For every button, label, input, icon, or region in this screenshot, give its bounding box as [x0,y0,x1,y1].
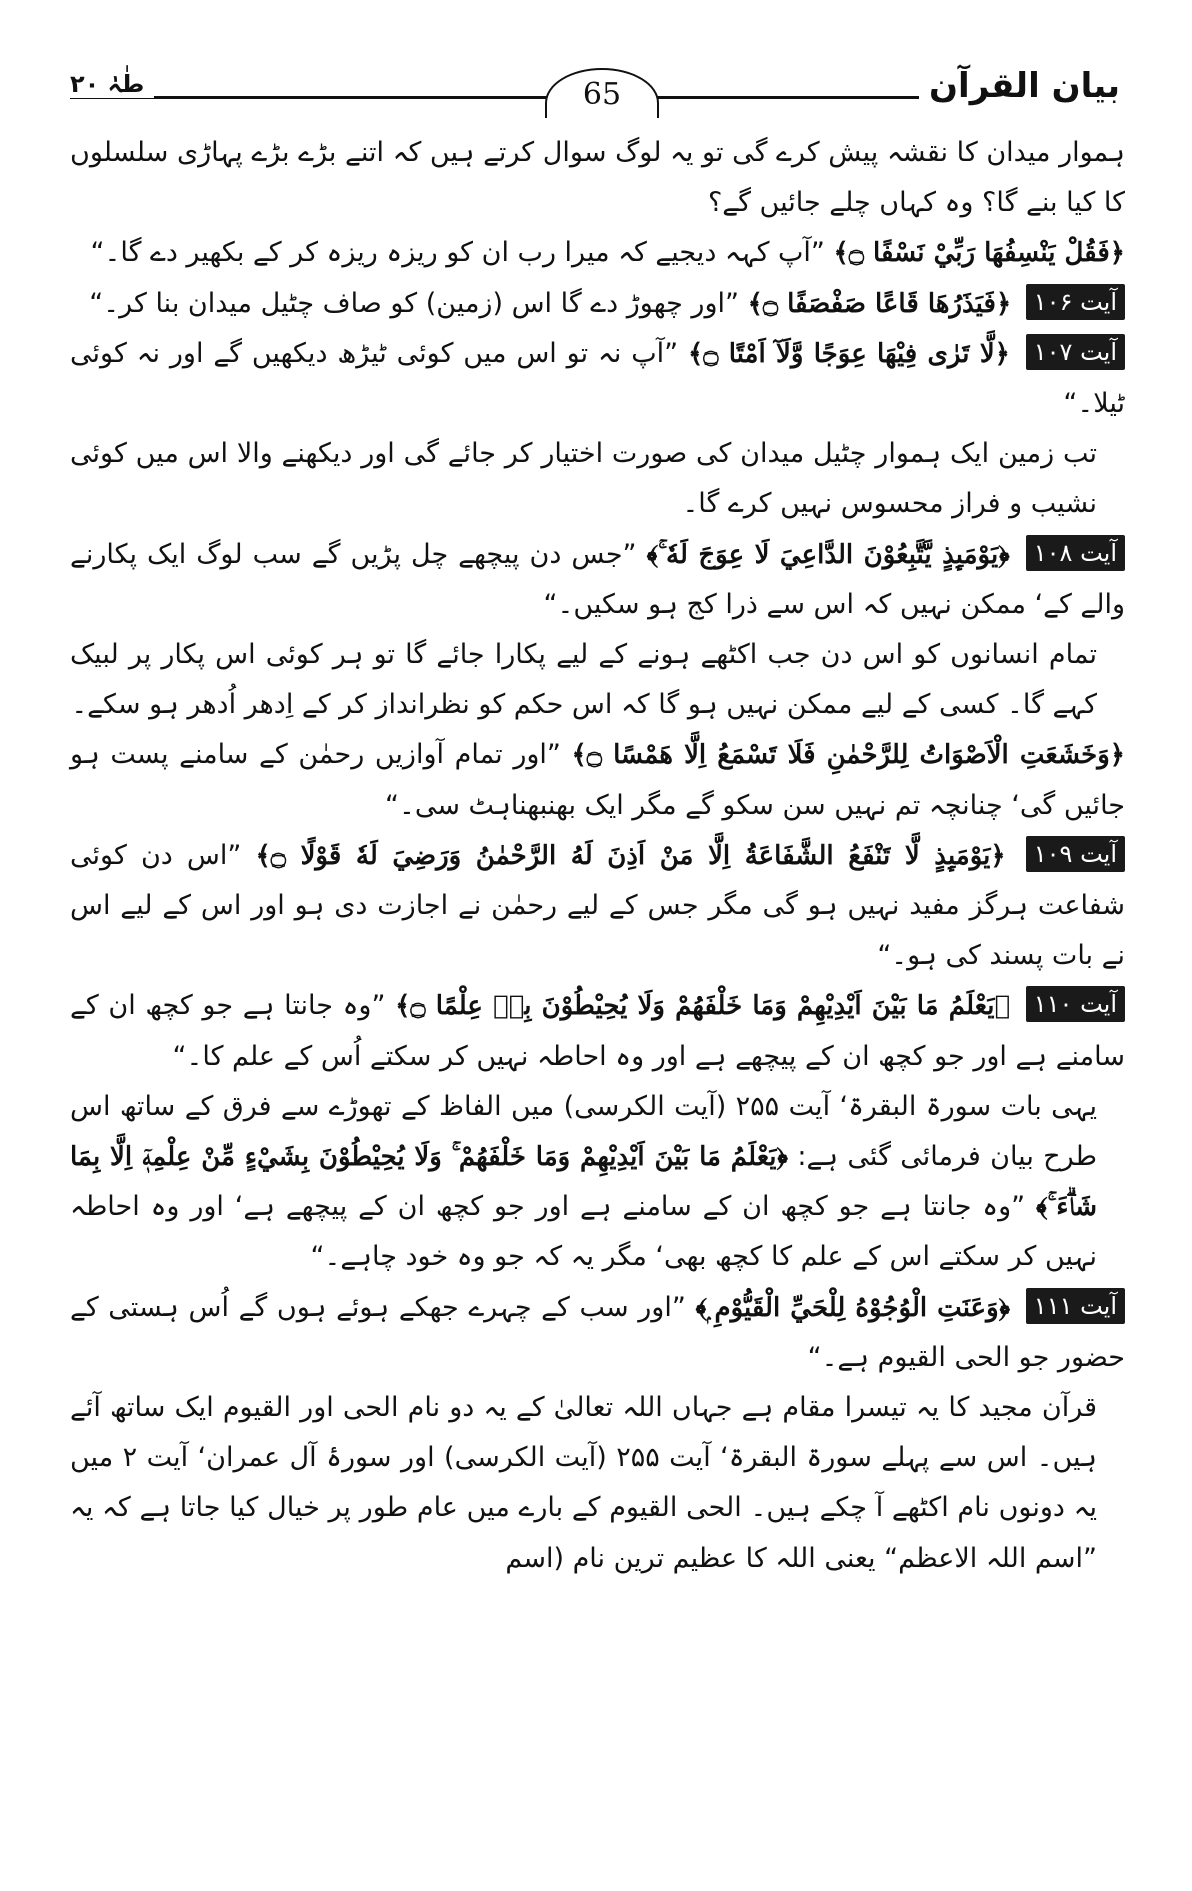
verse-badge: آیت ۱۰۷ [1026,334,1125,370]
verse-107 [70,329,1125,429]
arabic-verse: ﴿يَعْلَمُ مَا بَيْنَ اَيْدِيْهِمْ وَمَا خَلْفَهُمْ وَلَا يُحِيْطُوْنَ بِهٖ عِلْمًا ۝﴾ [395,991,1011,1022]
arabic-verse: ﴿فَيَذَرُهَا قَاعًا صَفْصَفًا ۝﴾ [747,288,1012,319]
verse-translation: ”آپ کہہ دیجیے کہ میرا رب ان کو ریزہ ریزہ کر کے بکھیر دے گا۔“ [90,237,825,269]
arabic-verse: ﴿وَخَشَعَتِ الْاَصْوَاتُ لِلرَّحْمٰنِ فَلَا تَسْمَعُ اِلَّا هَمْسًا ۝﴾ [571,740,1125,771]
verse-badge: آیت ۱۱۰ [1026,986,1125,1022]
verse-translation: ”جس دن پیچھے چل پڑیں گے سب لوگ ایک پکارنے والے کے‘ ممکن نہیں کہ اس سے ذرا کج ہو سکیں۔“ [70,538,1125,620]
paragraph: ہموار میدان کا نقشہ پیش کرے گی تو یہ لوگ سوال کرتے ہیں کہ اتنے بڑے بڑے پہاڑی سلسلوں کا کیا بنے گا؟ وہ کہاں چلے جائیں گے؟ [70,137,1125,219]
verse-111 [70,1283,1125,1383]
paragraph: تمام انسانوں کو اس دن جب اکٹھے ہونے کے لیے پکارا جائے گا تو ہر کوئی اس پکار پر لبیک کہے گا۔ کسی کے لیے ممکن نہیں ہو گا کہ اس حکم کو نظرانداز کر کے اِدھر اُدھر ہو سکے۔ [70,639,1097,721]
surah-tag: طٰہٰ ۲۰ [70,70,154,98]
arabic-verse: ﴿لَّا تَرٰى فِيْهَا عِوَجًا وَّلَآ اَمْتًا ۝﴾ [687,338,1010,369]
page-number: 65 [582,77,622,112]
verse-108 [70,530,1125,630]
arabic-verse: ﴿يَوْمَىِٕذٍ يَّتَّبِعُوْنَ الدَّاعِيَ لَا عِوَجَ لَهٗ ۚ﴾ [646,539,1010,570]
verse-translation: ”وہ جانتا ہے جو کچھ ان کے سامنے ہے اور جو کچھ ان کے پیچھے ہے اور وہ احاطہ نہیں کر سکتے اُس کے علم کا۔“ [70,990,1125,1072]
book-title: بیان القرآن [919,66,1120,106]
verse-translation: ”اور سب کے چہرے جھکے ہوئے ہوں گے اُس ہستی کے حضور جو الحی القیوم ہے۔“ [70,1291,1125,1373]
paragraph-text: ”وہ جانتا ہے جو کچھ ان کے سامنے ہے اور جو کچھ ان کے پیچھے ہے‘ اور وہ احاطہ نہیں کر سکتے اس کے علم کا کچھ بھی‘ مگر یہ کہ جو وہ خود چاہے۔“ [70,1191,1097,1273]
verse-110 [70,981,1125,1081]
paragraph [70,1082,1125,1283]
verse-badge: آیت ۱۰۸ [1026,535,1125,571]
verse-106 [70,279,1125,329]
verse-108b [70,730,1125,830]
verse-translation: ”اور تمام آوازیں رحمٰن کے سامنے پست ہو جائیں گی‘ چنانچہ تم نہیں سن سکو گے مگر ایک بھنبھناہٹ سی۔“ [70,739,1125,821]
paragraph: تب زمین ایک ہموار چٹیل میدان کی صورت اختیار کر جائے گی اور دیکھنے والا اس میں کوئی نشیب و فراز محسوس نہیں کرے گا۔ [70,438,1097,520]
page-body [70,128,1125,1584]
verse-translation: ”آپ نہ تو اس میں کوئی ٹیڑھ دیکھیں گے اور نہ کوئی ٹیلا۔“ [70,337,1125,420]
verse-translation: ”اور چھوڑ دے گا اس (زمین) کو صاف چٹیل میدان بنا کر۔“ [89,287,739,319]
page-number-frame [545,68,659,118]
arabic-verse: ﴿يَوْمَىِٕذٍ لَّا تَنْفَعُ الشَّفَاعَةُ اِلَّا مَنْ اَذِنَ لَهُ الرَّحْمٰنُ وَرَضِيَ لَهٗ قَوْلًا ۝﴾ [255,840,1006,871]
arabic-verse: ﴿فَقُلْ يَنْسِفُهَا رَبِّيْ نَسْفًا ۝﴾ [833,238,1125,269]
paragraph-text: یہی بات سورۃ البقرۃ‘ آیت ۲۵۵ (آیت الکرسی) میں الفاظ کے تھوڑے سے فرق کے ساتھ اس طرح بیان فرمائی گئی ہے: [70,1090,1097,1173]
verse-badge: آیت ۱۰۶ [1026,284,1125,320]
arabic-verse: ﴿وَعَنَتِ الْوُجُوْهُ لِلْحَيِّ الْقَيُّوْمِ ۭ﴾ [695,1292,1011,1323]
paragraph: قرآن مجید کا یہ تیسرا مقام ہے جہاں اللہ تعالیٰ کے یہ دو نام الحی اور القیوم ایک ساتھ آئے ہیں۔ اس سے پہلے سورۃ البقرۃ‘ آیت ۲۵۵ (آیت الکرسی) اور سورۂ آل عمران‘ آیت ۲ میں یہ دونوں نام اکٹھے آ چکے ہیں۔ الحی القیوم کے بارے میں عام طور پر خیال کیا جاتا ہے کہ یہ ”اسم اللہ الاعظم“ یعنی اللہ کا عظیم ترین نام (اسم [70,1392,1098,1574]
verse-badge: آیت ۱۱۱ [1026,1288,1125,1324]
arabic-verse: ﴿يَعْلَمُ مَا بَيْنَ اَيْدِيْهِمْ وَمَا خَلْفَهُمْ ۚ وَلَا يُحِيْطُوْنَ بِشَيْءٍ مِّنْ عِلْمِهٖٓ اِلَّا بِمَا شَاۗءَ ۚ﴾ [70,1142,1097,1223]
page-header [70,60,1120,120]
verse-translation: ”اس دن کوئی شفاعت ہرگز مفید نہیں ہو گی مگر جس کے لیے رحمٰن نے اجازت دی ہو اور اس کے لیے اس نے بات پسند کی ہو۔“ [70,839,1125,972]
verse-109 [70,831,1125,982]
verse-105 [70,228,1125,278]
verse-badge: آیت ۱۰۹ [1026,836,1125,872]
